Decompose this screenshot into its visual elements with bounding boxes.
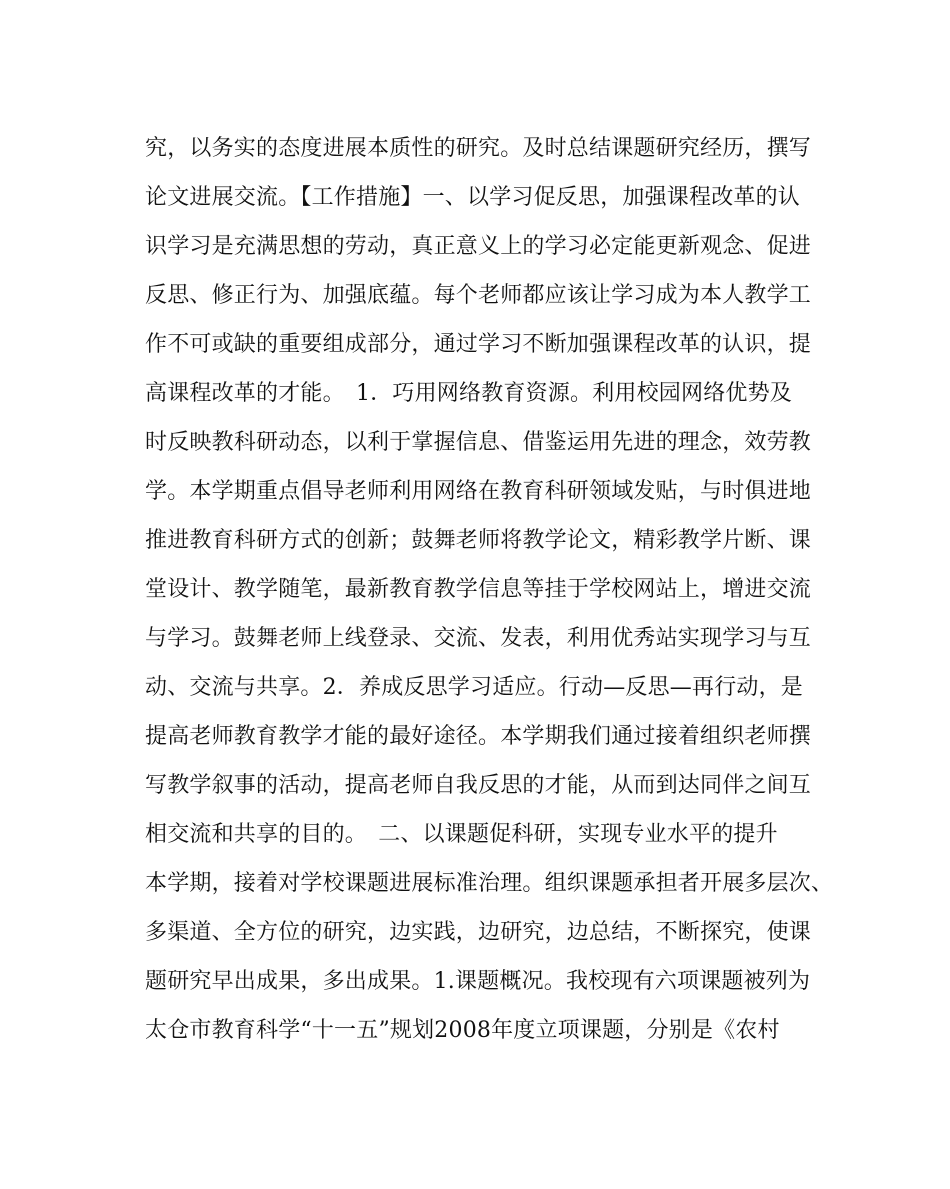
text-line-8: 学。本学期重点倡导老师利用网络在教育科研领域发贴，与时俱进地 xyxy=(145,479,812,504)
text-line-13: 提高老师教育教学才能的最好途径。本学期我们通过接着组织老师撰 xyxy=(145,724,812,749)
text-line-5: 作不可或缺的重要组成部分，通过学习不断加强课程改革的认识，提 xyxy=(145,332,812,357)
text-line-17: 多渠道、全方位的研究，边实践，边研究，边总结，不断探究，使课 xyxy=(145,920,812,945)
text-line-18: 题研究早出成果，多出成果。1.课题概况。我校现有六项课题被列为 xyxy=(145,969,811,994)
text-line-10: 堂设计、教学随笔，最新教育教学信息等挂于学校网站上，增进交流 xyxy=(145,577,812,602)
text-line-4: 反思、修正行为、加强底蕴。每个老师都应该让学习成为本人教学工 xyxy=(145,283,812,308)
text-line-12: 动、交流与共享。2．养成反思学习适应。行动—反思—再行动，是 xyxy=(145,675,803,700)
text-line-1: 究，以务实的态度进展本质性的研究。及时总结课题研究经历，撰写 xyxy=(145,136,812,161)
text-line-7: 时反映教科研动态，以利于掌握信息、借鉴运用先进的理念，效劳教 xyxy=(145,430,812,455)
text-line-3: 识学习是充满思想的劳动，真正意义上的学习必定能更新观念、促进 xyxy=(145,234,812,259)
text-line-2: 论文进展交流。【工作措施】一、以学习促反思，加强课程改革的认 xyxy=(145,185,801,210)
text-line-9: 推进教育科研方式的创新；鼓舞老师将教学论文，精彩教学片断、课 xyxy=(145,528,812,553)
text-line-11: 与学习。鼓舞老师上线登录、交流、发表，利用优秀站实现学习与互 xyxy=(145,626,812,651)
text-line-16: 本学期，接着对学校课题进展标准治理。组织课题承担者开展多层次、 xyxy=(145,871,834,896)
text-line-14: 写教学叙事的活动，提高老师自我反思的才能，从而到达同伴之间互 xyxy=(145,773,812,798)
text-line-15: 相交流和共享的目的。 二、以课题促科研，实现专业水平的提升 xyxy=(145,822,778,847)
text-line-19: 太仓市教育科学“十一五”规划2008年度立项课题，分别是《农村 xyxy=(145,1018,780,1043)
text-line-6: 高课程改革的才能。 1．巧用网络教育资源。利用校园网络优势及 xyxy=(145,381,792,406)
body-text xyxy=(145,124,834,1055)
